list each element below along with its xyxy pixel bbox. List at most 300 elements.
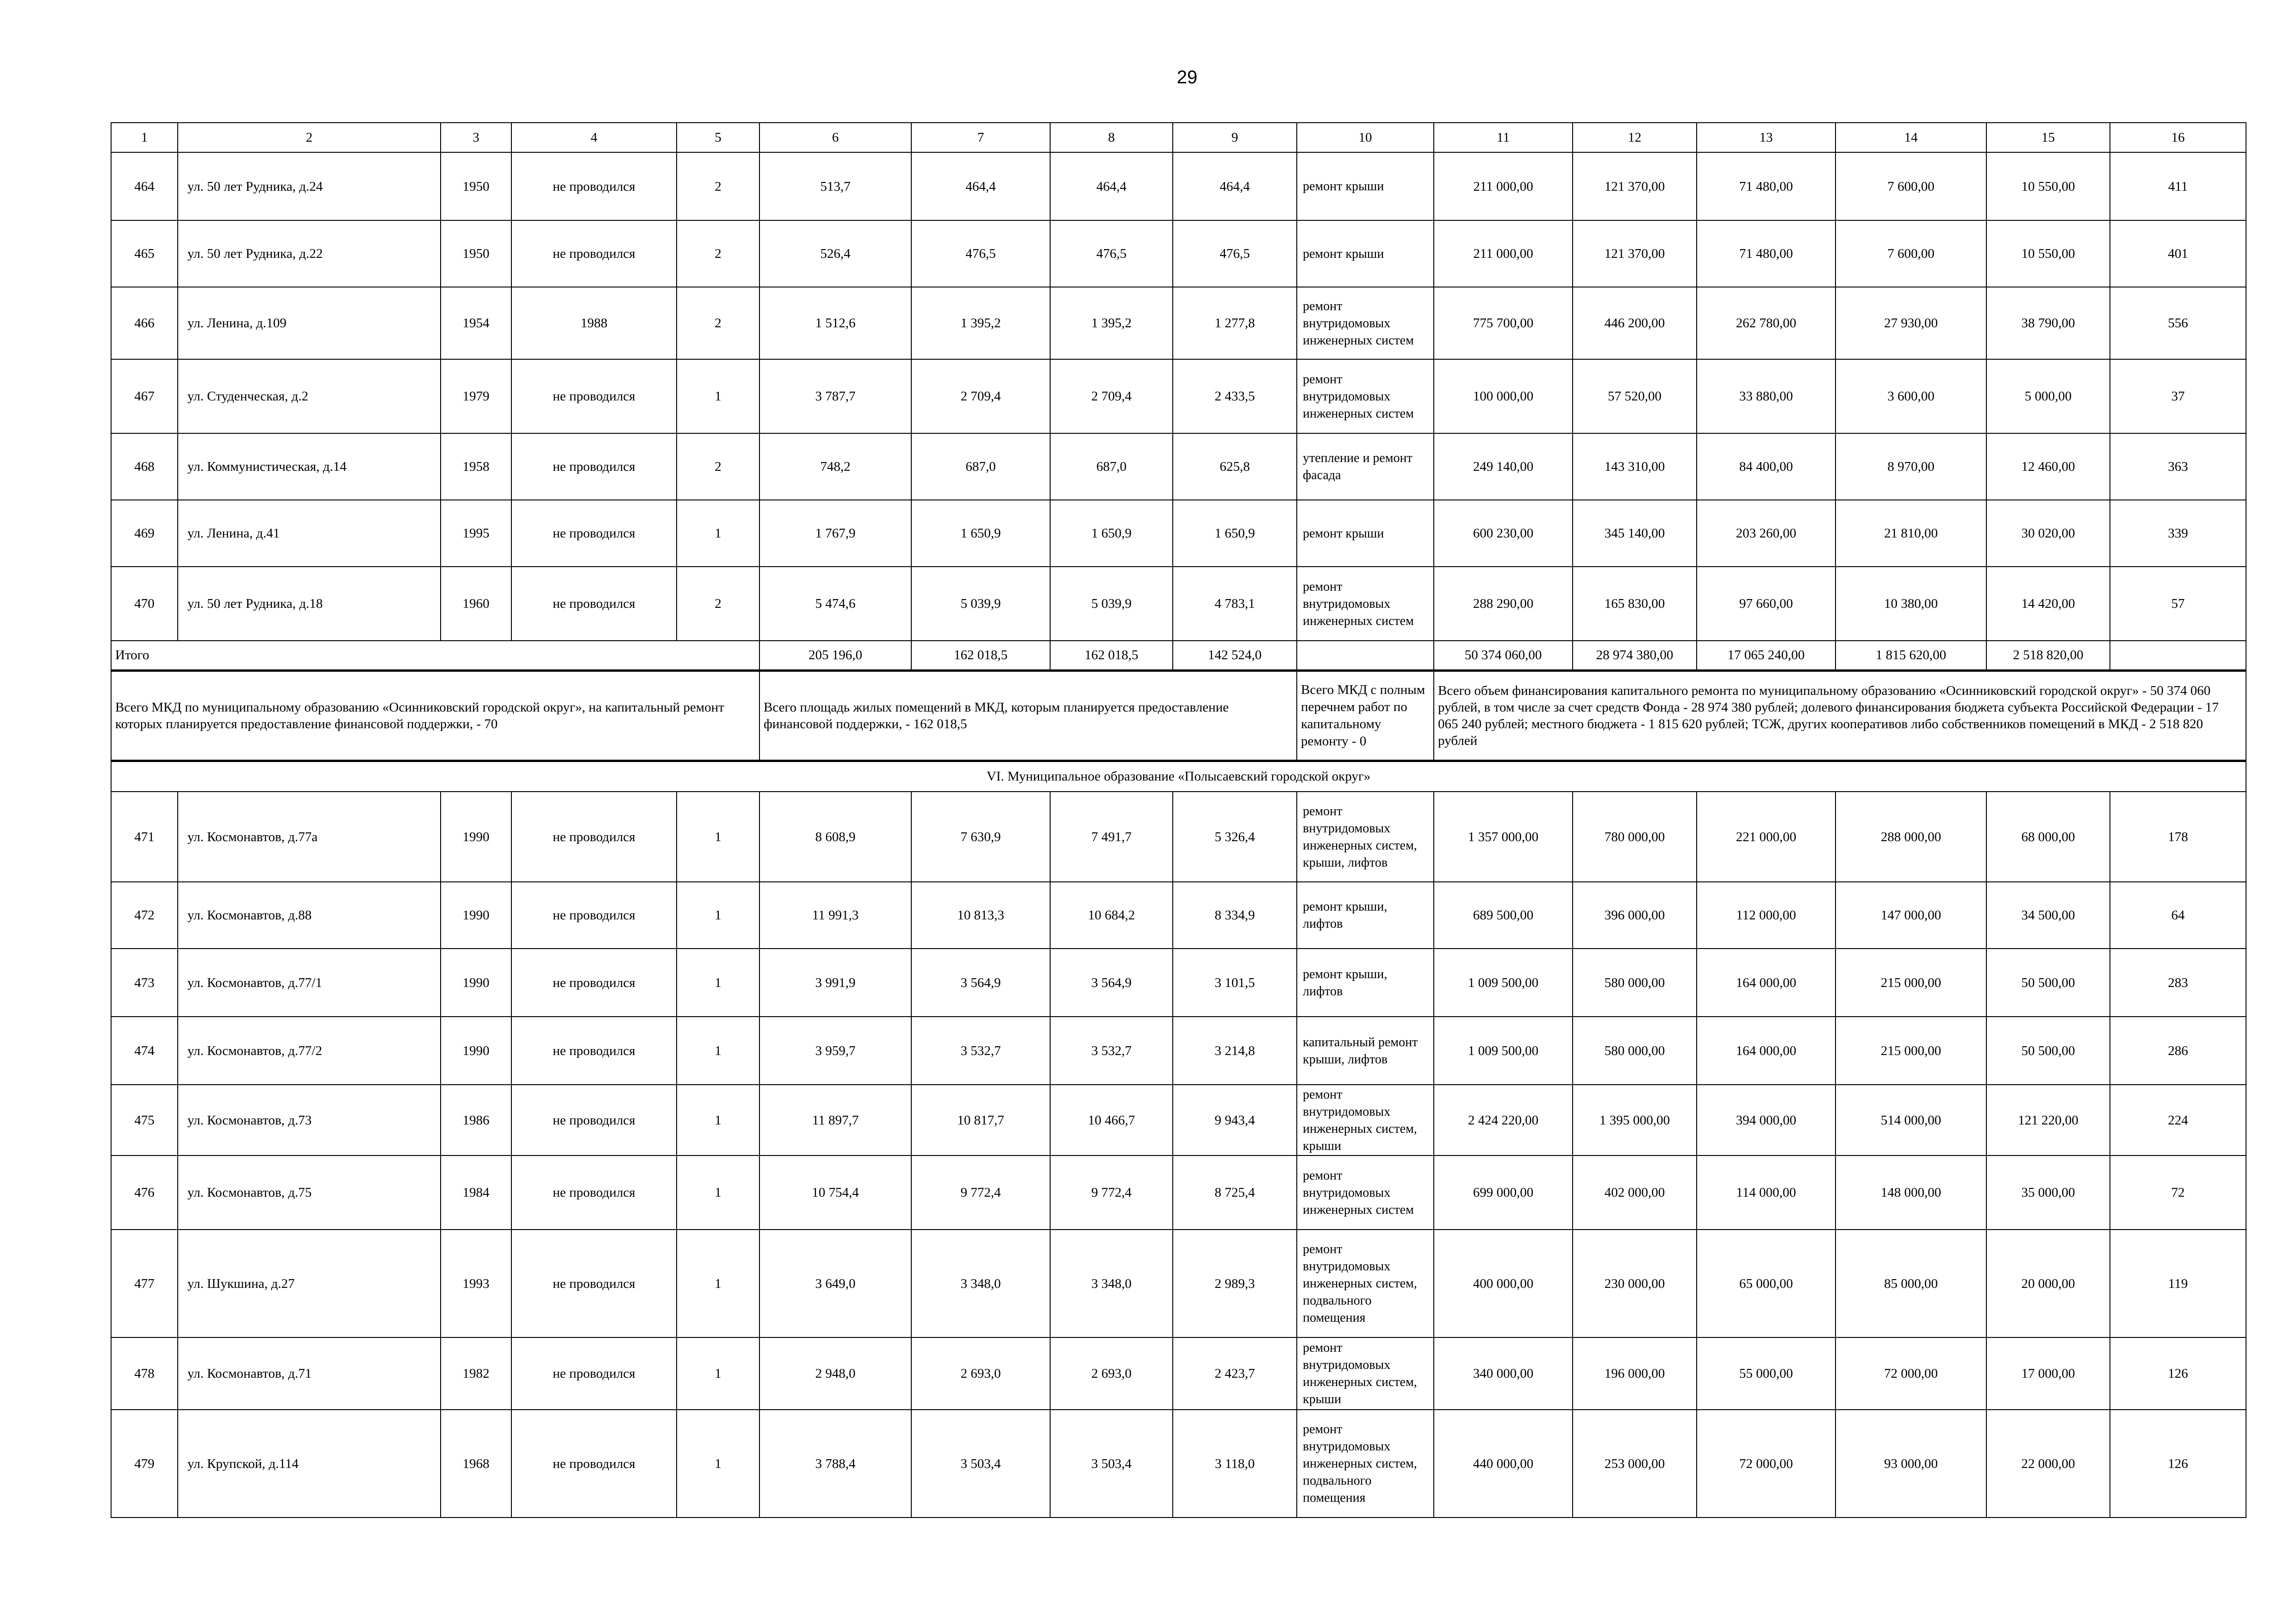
column-number-header: 9 [1173,123,1297,152]
table-cell: ул. Ленина, д.41 [178,500,441,567]
table-cell: ремонт внутридомовых инженерных систем, подвального помещения [1297,1230,1434,1337]
total-row [111,641,2246,670]
column-number-header: 1 [111,123,178,152]
table-cell: 21 810,00 [1836,500,1986,567]
table-cell: 2 433,5 [1173,359,1297,433]
table-cell: 446 200,00 [1573,287,1697,359]
table-cell: 440 000,00 [1434,1410,1573,1518]
table-row [111,433,2246,500]
table-cell: 27 930,00 [1836,287,1986,359]
table-cell: 10 466,7 [1050,1085,1173,1156]
table-cell: 1984 [441,1156,511,1230]
table-cell: 121 370,00 [1573,220,1697,287]
table-cell: не проводился [511,152,677,220]
table-cell: 211 000,00 [1434,152,1573,220]
total-cell: 162 018,5 [1050,641,1173,670]
summary-area: Всего площадь жилых помещений в МКД, которым планируется предоставление финансовой поддержки, - 162 018,5 [759,670,1297,761]
table-cell: 30 020,00 [1986,500,2110,567]
table-cell: 100 000,00 [1434,359,1573,433]
table-cell: 363 [2110,433,2246,500]
table-cell: 38 790,00 [1986,287,2110,359]
table-cell: 71 480,00 [1697,152,1836,220]
table-cell: 65 000,00 [1697,1230,1836,1337]
table-cell: 1 357 000,00 [1434,792,1573,882]
table-cell: 687,0 [1050,433,1173,500]
table-cell: 8 970,00 [1836,433,1986,500]
column-number-header: 14 [1836,123,1986,152]
table-cell: ремонт внутридомовых инженерных систем [1297,287,1434,359]
table-cell: 400 000,00 [1434,1230,1573,1337]
table-cell: ул. 50 лет Рудника, д.18 [178,567,441,641]
table-cell: не проводился [511,792,677,882]
table-cell: 1 [677,1156,759,1230]
table-cell: 8 608,9 [759,792,911,882]
table-cell: 165 830,00 [1573,567,1697,641]
column-number-header: 2 [178,123,441,152]
table-cell: 7 600,00 [1836,152,1986,220]
table-cell: 1 512,6 [759,287,911,359]
table-cell: 467 [111,359,178,433]
table-cell: 288 290,00 [1434,567,1573,641]
table-cell: 464 [111,152,178,220]
table-cell: 50 500,00 [1986,1017,2110,1085]
table-cell: 464,4 [1173,152,1297,220]
table-cell: 401 [2110,220,2246,287]
table-cell: 5 039,9 [1050,567,1173,641]
table-cell: 411 [2110,152,2246,220]
table-cell: 121 220,00 [1986,1085,2110,1156]
table-cell: не проводился [511,1410,677,1518]
table-cell: 5 474,6 [759,567,911,641]
total-label: Итого [111,641,759,670]
table-cell: 469 [111,500,178,567]
table-cell: 164 000,00 [1697,1017,1836,1085]
table-cell: не проводился [511,1085,677,1156]
table-cell: 472 [111,882,178,949]
total-cell: 17 065 240,00 [1697,641,1836,670]
table-cell: 288 000,00 [1836,792,1986,882]
table-cell: 1 [677,792,759,882]
table-cell: 3 503,4 [911,1410,1050,1518]
table-cell: 97 660,00 [1697,567,1836,641]
table-cell: 148 000,00 [1836,1156,1986,1230]
table-cell: 33 880,00 [1697,359,1836,433]
column-number-header: 4 [511,123,677,152]
table-cell: ул. Космонавтов, д.73 [178,1085,441,1156]
table-cell: 85 000,00 [1836,1230,1986,1337]
table-cell: 68 000,00 [1986,792,2110,882]
table-cell: 600 230,00 [1434,500,1573,567]
table-cell: 394 000,00 [1697,1085,1836,1156]
table-cell: 10 817,7 [911,1085,1050,1156]
table-cell: 1950 [441,152,511,220]
table-cell: 1954 [441,287,511,359]
table-cell: 3 118,0 [1173,1410,1297,1518]
table-cell: 3 788,4 [759,1410,911,1518]
table-cell: 71 480,00 [1697,220,1836,287]
table-cell: 10 550,00 [1986,220,2110,287]
table-cell: 17 000,00 [1986,1337,2110,1410]
column-number-header: 16 [2110,123,2246,152]
table-cell: не проводился [511,1230,677,1337]
table-cell: 1 277,8 [1173,287,1297,359]
table-cell: 625,8 [1173,433,1297,500]
table-cell: 2 948,0 [759,1337,911,1410]
table-cell: 780 000,00 [1573,792,1697,882]
table-cell: 64 [2110,882,2246,949]
table-cell: 2 709,4 [911,359,1050,433]
table-row [111,152,2246,220]
table-row [111,287,2246,359]
table-cell: 5 000,00 [1986,359,2110,433]
table-cell: 3 649,0 [759,1230,911,1337]
table-cell: ул. Космонавтов, д.77а [178,792,441,882]
total-cell: 162 018,5 [911,641,1050,670]
total-cell: 205 196,0 [759,641,911,670]
table-cell: ул. Шукшина, д.27 [178,1230,441,1337]
table-cell: ул. 50 лет Рудника, д.22 [178,220,441,287]
table-cell: 513,7 [759,152,911,220]
table-cell: ул. Студенческая, д.2 [178,359,441,433]
table-cell: 748,2 [759,433,911,500]
page-number: 29 [1176,67,1198,87]
column-number-header: 12 [1573,123,1697,152]
table-cell: 5 039,9 [911,567,1050,641]
table-cell: ул. Крупской, д.114 [178,1410,441,1518]
table-cell: 14 420,00 [1986,567,2110,641]
table-cell: 72 [2110,1156,2246,1230]
table-cell: 465 [111,220,178,287]
table-cell: 402 000,00 [1573,1156,1697,1230]
table-row [111,882,2246,949]
table-row [111,949,2246,1017]
table-cell: утепление и ремонт фасада [1297,433,1434,500]
column-number-row [111,123,2246,152]
section-title: VI. Муниципальное образование «Полысаевский городской округ» [111,761,2246,792]
total-cell [2110,641,2246,670]
table-cell: 471 [111,792,178,882]
table-cell: 7 630,9 [911,792,1050,882]
table-cell: ул. Ленина, д.109 [178,287,441,359]
column-number-header: 10 [1297,123,1434,152]
table-cell: 34 500,00 [1986,882,2110,949]
table-cell: 2 424 220,00 [1434,1085,1573,1156]
table-cell: ремонт крыши, лифтов [1297,882,1434,949]
column-number-header: 13 [1697,123,1836,152]
table-cell: ул. Космонавтов, д.77/2 [178,1017,441,1085]
table-cell: 1993 [441,1230,511,1337]
table-cell: 476,5 [1173,220,1297,287]
table-cell: 3 503,4 [1050,1410,1173,1518]
table-cell: ремонт крыши, лифтов [1297,949,1434,1017]
table-cell: 72 000,00 [1836,1337,1986,1410]
table-cell: 11 991,3 [759,882,911,949]
table-cell: 9 772,4 [911,1156,1050,1230]
table-cell: 1 [677,1085,759,1156]
table-cell: не проводился [511,433,677,500]
table-cell: ремонт внутридомовых инженерных систем, подвального помещения [1297,1410,1434,1518]
table-cell: 93 000,00 [1836,1410,1986,1518]
summary-finance: Всего объем финансирования капитального ремонта по муниципальному образованию «Осинниковский городской округ» - 50 374 060 рублей, в том числе за счет средств Фонда - 28 974 380 рублей; долевого финансирования бюджета субъекта Российской Федерации - 17 065 240 рублей; местного бюджета - 1 815 620 рублей; ТСЖ, других кооперативов либо собственников помещений в МКД - 2 518 820 рублей [1434,670,2246,761]
table-row [111,500,2246,567]
table-cell: 1 [677,1337,759,1410]
table-cell: не проводился [511,1337,677,1410]
table-cell: 57 520,00 [1573,359,1697,433]
table-row [111,359,2246,433]
table-row [111,1017,2246,1085]
table-cell: 7 491,7 [1050,792,1173,882]
table-cell: 114 000,00 [1697,1156,1836,1230]
table-cell: ремонт внутридомовых инженерных систем [1297,359,1434,433]
table-cell: 464,4 [911,152,1050,220]
table-cell: 215 000,00 [1836,1017,1986,1085]
table-row [111,1410,2246,1518]
table-cell: не проводился [511,949,677,1017]
column-number-header: 7 [911,123,1050,152]
table-cell: 72 000,00 [1697,1410,1836,1518]
table-cell: 3 348,0 [911,1230,1050,1337]
table-cell: 126 [2110,1410,2246,1518]
column-number-header: 3 [441,123,511,152]
table-cell: 196 000,00 [1573,1337,1697,1410]
table-cell: 9 772,4 [1050,1156,1173,1230]
table-cell: 2 423,7 [1173,1337,1297,1410]
table-cell: 1995 [441,500,511,567]
column-number-header: 15 [1986,123,2110,152]
table-cell: 286 [2110,1017,2246,1085]
table-cell: 474 [111,1017,178,1085]
table-cell: 12 460,00 [1986,433,2110,500]
table-cell: 1 650,9 [1173,500,1297,567]
table-cell: не проводился [511,882,677,949]
table-cell: 143 310,00 [1573,433,1697,500]
table-cell: 1 [677,882,759,949]
table-cell: 1990 [441,792,511,882]
table-cell: 477 [111,1230,178,1337]
table-cell: 466 [111,287,178,359]
table-cell: 2 693,0 [911,1337,1050,1410]
table-cell: 9 943,4 [1173,1085,1297,1156]
table-cell: 178 [2110,792,2246,882]
table-cell: 11 897,7 [759,1085,911,1156]
table-cell: ул. Космонавтов, д.75 [178,1156,441,1230]
table-cell: 84 400,00 [1697,433,1836,500]
column-number-header: 11 [1434,123,1573,152]
table-cell: 119 [2110,1230,2246,1337]
table-cell: 478 [111,1337,178,1410]
table-cell: ул. Космонавтов, д.77/1 [178,949,441,1017]
table-cell: ул. Космонавтов, д.71 [178,1337,441,1410]
table-cell: 262 780,00 [1697,287,1836,359]
table-cell: 121 370,00 [1573,152,1697,220]
table-cell: ремонт крыши [1297,152,1434,220]
table-cell: 37 [2110,359,2246,433]
table-cell: 580 000,00 [1573,1017,1697,1085]
table-cell: 1 [677,1017,759,1085]
table-cell: ул. 50 лет Рудника, д.24 [178,152,441,220]
table-cell: 3 991,9 [759,949,911,1017]
table-cell: 1 767,9 [759,500,911,567]
table-cell: 473 [111,949,178,1017]
table-cell: 476,5 [911,220,1050,287]
table-cell: 126 [2110,1337,2246,1410]
table-cell: 2 [677,220,759,287]
table-cell: 2 693,0 [1050,1337,1173,1410]
table-cell: 5 326,4 [1173,792,1297,882]
table-cell: 3 532,7 [1050,1017,1173,1085]
table-row [111,1230,2246,1337]
table-cell: 1982 [441,1337,511,1410]
table-cell: 1 395,2 [911,287,1050,359]
table-cell: 1950 [441,220,511,287]
table-cell: 2 [677,152,759,220]
table-cell: ремонт внутридомовых инженерных систем, крыши [1297,1085,1434,1156]
table-cell: 283 [2110,949,2246,1017]
table-cell: 1 [677,1410,759,1518]
table-cell: 7 600,00 [1836,220,1986,287]
table-cell: 1958 [441,433,511,500]
table-cell: 20 000,00 [1986,1230,2110,1337]
table-cell: 211 000,00 [1434,220,1573,287]
total-cell: 50 374 060,00 [1434,641,1573,670]
table-cell: 249 140,00 [1434,433,1573,500]
table-cell: 3 348,0 [1050,1230,1173,1337]
table-cell: 556 [2110,287,2246,359]
table-cell: 1 009 500,00 [1434,949,1573,1017]
table-cell: ул. Космонавтов, д.88 [178,882,441,949]
table-cell: 50 500,00 [1986,949,2110,1017]
table-cell: 215 000,00 [1836,949,1986,1017]
table-cell: 8 334,9 [1173,882,1297,949]
total-cell: 28 974 380,00 [1573,641,1697,670]
table-cell: 1 [677,1230,759,1337]
table-cell: ремонт внутридомовых инженерных систем, крыши [1297,1337,1434,1410]
column-number-header: 8 [1050,123,1173,152]
table-cell: 112 000,00 [1697,882,1836,949]
table-cell: 1 [677,500,759,567]
table-cell: 221 000,00 [1697,792,1836,882]
table-cell: не проводился [511,1017,677,1085]
table-row [111,1085,2246,1156]
table-cell: 339 [2110,500,2246,567]
table-cell: 253 000,00 [1573,1410,1697,1518]
table-cell: 2 [677,433,759,500]
table-cell: 514 000,00 [1836,1085,1986,1156]
table-cell: 2 709,4 [1050,359,1173,433]
table-cell: 10 380,00 [1836,567,1986,641]
table-cell: 1 [677,359,759,433]
table-cell: 164 000,00 [1697,949,1836,1017]
table-cell: 230 000,00 [1573,1230,1697,1337]
table-cell: 689 500,00 [1434,882,1573,949]
table-cell: 1990 [441,949,511,1017]
column-number-header: 6 [759,123,911,152]
table-cell: 3 564,9 [1050,949,1173,1017]
table-cell: 10 550,00 [1986,152,2110,220]
table-cell: не проводился [511,220,677,287]
table-cell: 396 000,00 [1573,882,1697,949]
table-cell: ремонт крыши [1297,220,1434,287]
table-cell: 1 [677,949,759,1017]
table-row [111,1337,2246,1410]
total-cell [1297,641,1434,670]
table-cell: 1 395,2 [1050,287,1173,359]
table-cell: ремонт внутридомовых инженерных систем [1297,1156,1434,1230]
table-cell: 1990 [441,882,511,949]
table-cell: 3 214,8 [1173,1017,1297,1085]
table-cell: капитальный ремонт крыши, лифтов [1297,1017,1434,1085]
table-cell: 55 000,00 [1697,1337,1836,1410]
table-cell: 10 813,3 [911,882,1050,949]
table-cell: не проводился [511,359,677,433]
section-row [111,761,2246,792]
table-cell: 1 650,9 [1050,500,1173,567]
table-cell: 1 395 000,00 [1573,1085,1697,1156]
table-cell: 10 754,4 [759,1156,911,1230]
table-cell: 2 [677,287,759,359]
capital-repair-table [111,122,2246,1518]
table-cell: 22 000,00 [1986,1410,2110,1518]
total-cell: 2 518 820,00 [1986,641,2110,670]
table-cell: 35 000,00 [1986,1156,2110,1230]
summary-full-works: Всего МКД с полным перечнем работ по капитальному ремонту - 0 [1297,670,1434,761]
table-cell: 468 [111,433,178,500]
table-cell: 1990 [441,1017,511,1085]
table-cell: не проводился [511,1156,677,1230]
table-cell: ул. Коммунистическая, д.14 [178,433,441,500]
table-cell: ремонт внутридомовых инженерных систем [1297,567,1434,641]
total-cell: 142 524,0 [1173,641,1297,670]
table-row [111,792,2246,882]
table-cell: 2 [677,567,759,641]
table-cell: не проводился [511,500,677,567]
table-cell: 1988 [511,287,677,359]
table-cell: 1986 [441,1085,511,1156]
table-cell: 10 684,2 [1050,882,1173,949]
table-cell: 476,5 [1050,220,1173,287]
table-cell: 476 [111,1156,178,1230]
table-cell: ремонт внутридомовых инженерных систем, крыши, лифтов [1297,792,1434,882]
table-cell: 687,0 [911,433,1050,500]
summary-count: Всего МКД по муниципальному образованию «Осинниковский городской округ», на капитальный ремонт которых планируется предоставление финансовой поддержки, - 70 [111,670,759,761]
table-cell: 8 725,4 [1173,1156,1297,1230]
table-cell: 340 000,00 [1434,1337,1573,1410]
summary-row [111,670,2246,761]
table-cell: 3 564,9 [911,949,1050,1017]
table-cell: 580 000,00 [1573,949,1697,1017]
table-cell: 3 600,00 [1836,359,1986,433]
table-cell: 464,4 [1050,152,1173,220]
table-cell: 3 532,7 [911,1017,1050,1085]
table-cell: 1 009 500,00 [1434,1017,1573,1085]
table-cell: 3 787,7 [759,359,911,433]
table-cell: 3 101,5 [1173,949,1297,1017]
table-cell: 470 [111,567,178,641]
table-cell: 1960 [441,567,511,641]
table-cell: 1968 [441,1410,511,1518]
table-cell: 1 650,9 [911,500,1050,567]
table-cell: ремонт крыши [1297,500,1434,567]
table-cell: 224 [2110,1085,2246,1156]
table-cell: 3 959,7 [759,1017,911,1085]
table-cell: 479 [111,1410,178,1518]
table-cell: 203 260,00 [1697,500,1836,567]
table-row [111,220,2246,287]
table-cell: 526,4 [759,220,911,287]
table-row [111,1156,2246,1230]
table-cell: 475 [111,1085,178,1156]
table-cell: 2 989,3 [1173,1230,1297,1337]
